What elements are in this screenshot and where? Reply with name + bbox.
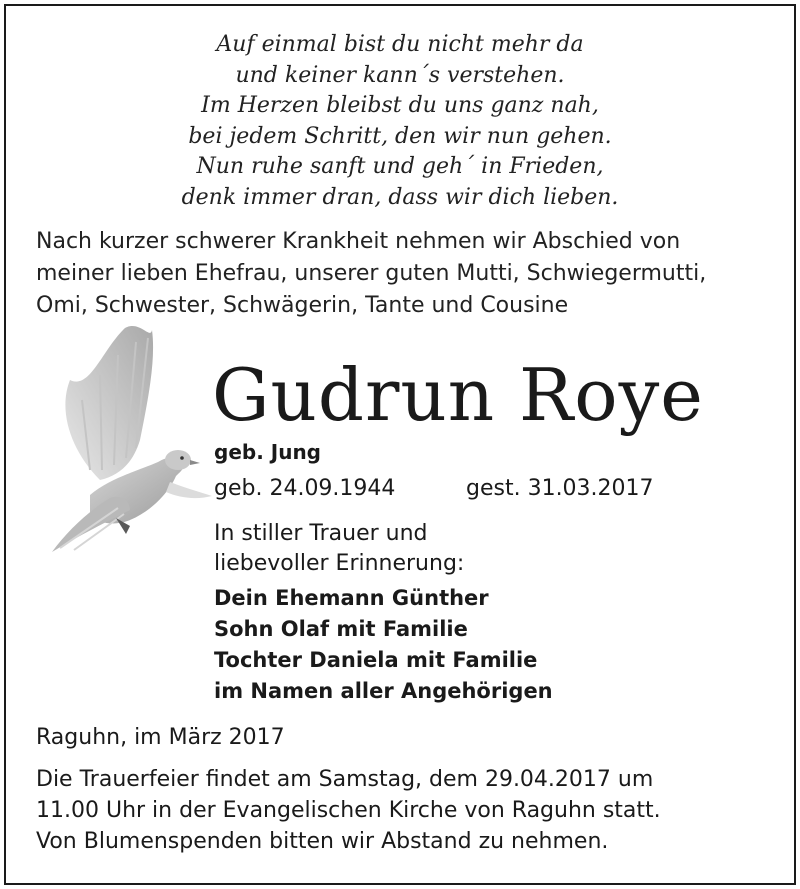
mourning-line: liebevoller Erinnerung: (214, 551, 465, 576)
poem-line: bei jedem Schritt, den wir nun gehen. (188, 123, 612, 149)
maiden-name: geb. Jung (214, 440, 321, 464)
intro-text (36, 226, 786, 322)
deceased-name: Gudrun Roye (212, 353, 704, 437)
poem (0, 30, 800, 213)
family-member: Tochter Daniela mit Familie (214, 648, 538, 672)
poem-line: und keiner kann´s verstehen. (235, 62, 565, 88)
intro-line: Nach kurzer schwerer Krankheit nehmen wir Abschied von (36, 229, 681, 254)
funeral-service-info (36, 764, 661, 857)
mourning-text (214, 519, 464, 579)
dove-icon (30, 320, 215, 555)
service-line: Die Trauerfeier findet am Samstag, dem 29.04.2017 um (36, 767, 654, 792)
family-member: im Namen aller Angehörigen (214, 679, 553, 703)
poem-line: Nun ruhe sanft und geh´ in Frieden, (196, 154, 604, 179)
poem-line: denk immer dran, dass wir dich lieben. (181, 184, 619, 210)
family-member: Sohn Olaf mit Familie (214, 617, 468, 641)
service-line: 11.00 Uhr in der Evangelischen Kirche von Raguhn statt. (36, 798, 661, 823)
place-date: Raguhn, im März 2017 (36, 725, 285, 750)
service-line: Von Blumenspenden bitten wir Abstand zu nehmen. (36, 829, 609, 854)
intro-line: Omi, Schwester, Schwägerin, Tante und Cousine (36, 293, 569, 318)
poem-line: Im Herzen bleibst du uns ganz nah, (201, 93, 599, 118)
family-list (214, 583, 553, 707)
mourning-line: In stiller Trauer und (214, 521, 428, 546)
death-date: gest. 31.03.2017 (466, 476, 654, 501)
family-member: Dein Ehemann Günther (214, 586, 489, 610)
poem-line: Auf einmal bist du nicht mehr da (216, 32, 584, 57)
intro-line: meiner lieben Ehefrau, unserer guten Mutti, Schwiegermutti, (36, 261, 707, 286)
birth-date: geb. 24.09.1944 (214, 476, 396, 501)
